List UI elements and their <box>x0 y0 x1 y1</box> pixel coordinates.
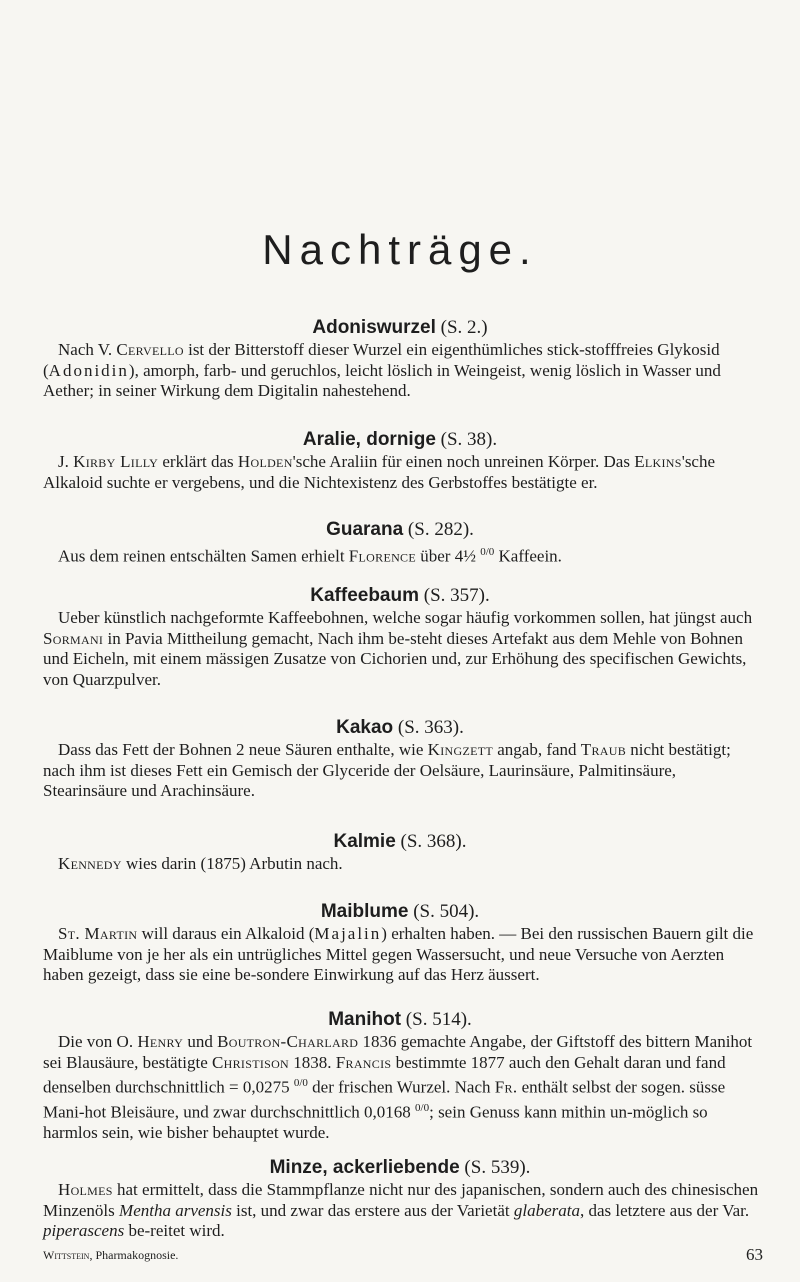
entry-text <box>43 740 763 802</box>
entry-text <box>43 542 763 567</box>
text-run: , das letztere aus der Var. <box>579 1200 750 1220</box>
author-name: Cervello <box>116 340 184 359</box>
spaced-term: Majalin <box>314 924 382 943</box>
author-name: Traub <box>580 740 627 759</box>
page-title: Nachträge. <box>262 226 538 273</box>
entry-heading <box>0 1156 800 1180</box>
author-name: Florence <box>348 546 416 566</box>
percent-sign: 0/0 <box>480 546 495 558</box>
heading-name: Minze, ackerliebende <box>269 1157 460 1178</box>
heading-name: Kaffeebaum <box>310 585 419 606</box>
page-number: 63 <box>746 1245 763 1264</box>
heading-name: Aralie, dornige <box>302 429 436 450</box>
variety-name: glaberata <box>513 1200 580 1220</box>
text-run: be-reitet wird. <box>124 1221 225 1240</box>
text-run: wies darin (1875) Arbutin nach. <box>121 854 343 873</box>
text-run: in Pavia Mittheilung gemacht, Nach ihm be-steht dieses Artefakt aus dem Mehle von Bohnen und Eicheln, mit einem mässigen Zusatze von Cichorien und, zur Erhöhung des specifischen Gewichts, von Quarzpulver. <box>43 628 747 689</box>
variety-name: piperascens <box>43 1221 125 1240</box>
percent-sign: 0/0 <box>293 1077 308 1089</box>
entry-heading <box>0 316 800 340</box>
entry-text <box>43 340 763 402</box>
text-run: nicht bestätigt; nach ihm ist dieses Fett ein Gemisch der Glyceride der Oelsäure, Laurinsäure, Palmitinsäure, Stearinsäure und Arachinsäure. <box>43 740 731 800</box>
author-name: Kirby Lilly <box>73 452 159 471</box>
page-footer <box>43 1245 763 1264</box>
author-name: Fr. <box>494 1077 518 1097</box>
entry-heading <box>0 1008 800 1032</box>
heading-ref: (S. 2.) <box>435 317 488 338</box>
entry-heading <box>0 584 800 608</box>
text-run: ist der Bitterstoff dieser Wurzel ein eigenthümliches stick-stofffreies Glykosid ( <box>43 340 720 380</box>
entry-kaffeebaum <box>0 584 800 690</box>
percent-sign: 0/0 <box>415 1102 430 1115</box>
text-run: 1836 gemachte Angabe, der Giftstoff des bittern Manihot sei Blausäure, bestätigte <box>43 1032 753 1072</box>
heading-ref: (S. 38). <box>435 429 498 450</box>
footer-author: Wittstein <box>43 1248 90 1262</box>
text-run: Ueber künstlich nachgeformte Kaffeebohnen, welche sogar häufig vorkommen sollen, hat jüngst auch <box>58 608 753 627</box>
heading-name: Guarana <box>326 519 404 540</box>
text-run: ) erhalten haben. — Bei den russischen Bauern gilt die Maiblume von je her als ein untrügliches Mittel gegen Wassersucht, und neue Versuche von Aerzten haben gezeigt, dass sie eine be-sondere Einwirkung auf das Herz äussert. <box>43 924 754 984</box>
entry-kakao <box>0 716 800 802</box>
heading-ref: (S. 357). <box>419 585 490 606</box>
entry-heading <box>0 428 800 452</box>
text-run: Dass das Fett der Bohnen 2 neue Säuren enthalte, wie <box>58 740 428 759</box>
text-run: will daraus ein Alkaloid ( <box>137 924 315 943</box>
spaced-term: Adonidin <box>48 360 129 380</box>
text-run: ist, und zwar das erstere aus der Varietät <box>231 1200 514 1220</box>
entry-aralie <box>0 428 800 493</box>
text-run: Kaffeein. <box>494 546 562 566</box>
author-name: St. Martin <box>58 924 138 943</box>
entry-manihot <box>0 1008 800 1144</box>
text-run: Nach V. <box>58 340 117 359</box>
heading-ref: (S. 282). <box>403 519 474 540</box>
heading-name: Maiblume <box>320 901 409 922</box>
author-name: Henry <box>137 1032 184 1051</box>
entry-heading <box>0 518 800 542</box>
text-run: 'sche Araliin für einen noch unreinen Körper. Das <box>292 452 635 471</box>
heading-name: Adoniswurzel <box>312 317 436 338</box>
entry-text <box>43 608 763 690</box>
text-run: Die von O. <box>58 1032 138 1051</box>
heading-ref: (S. 363). <box>393 717 464 738</box>
text-run: angab, fand <box>492 740 581 759</box>
heading-ref: (S. 504). <box>408 901 480 922</box>
heading-name: Manihot <box>328 1009 402 1030</box>
text-run: ; sein Genuss kann mithin un-möglich so harmlos sein, wie bisher behauptet wurde. <box>43 1102 708 1143</box>
author-name: Holden <box>237 452 293 471</box>
text-run: erklärt das <box>158 452 238 471</box>
footer-book: , Pharmakognosie. <box>89 1248 179 1262</box>
heading-ref: (S. 514). <box>401 1009 472 1030</box>
text-run: hat ermittelt, dass die Stammpflanze nicht nur des japanischen, sondern auch des chinesischen Minzenöls <box>43 1180 759 1220</box>
entry-maiblume <box>0 900 800 986</box>
author-name: Boutron-Charlard <box>217 1032 359 1051</box>
entry-heading <box>0 900 800 924</box>
text-run: enthält selbst der sogen. süsse Mani-hot Bleisäure, und zwar durchschnittlich 0,0168 <box>43 1077 726 1122</box>
author-name: Kennedy <box>58 854 122 873</box>
entry-kalmie <box>0 830 800 875</box>
entry-text <box>43 452 763 493</box>
text-run: J. <box>58 452 74 471</box>
heading-ref: (S. 368). <box>395 831 467 852</box>
heading-name: Kakao <box>336 717 394 738</box>
species-name: Mentha arvensis <box>119 1200 232 1220</box>
entry-heading <box>0 830 800 854</box>
entry-minze <box>0 1156 800 1242</box>
text-run: und <box>183 1032 218 1051</box>
entry-guarana <box>0 518 800 567</box>
text-run: 1838. <box>289 1052 336 1072</box>
entry-text <box>43 854 763 875</box>
entry-text <box>43 1180 763 1242</box>
heading-ref: (S. 539). <box>459 1157 531 1178</box>
entry-adoniswurzel <box>0 316 800 402</box>
entry-text <box>43 1032 763 1144</box>
author-name: Sormani <box>43 628 104 648</box>
text-run: der frischen Wurzel. Nach <box>307 1077 495 1097</box>
author-name: Francis <box>335 1052 392 1072</box>
author-name: Kingzett <box>427 740 493 759</box>
author-name: Holmes <box>58 1180 113 1199</box>
text-run: über 4½ <box>415 546 481 566</box>
author-name: Christison <box>212 1052 290 1072</box>
entry-heading <box>0 716 800 740</box>
text-run: 'sche Alkaloid suchte er vergebens, und die Nichtexistenz des Gerbstoffes bestätigte er. <box>43 452 716 492</box>
text-run: bestimmte 1877 auch den Gehalt daran und fand denselben durchschnittlich = 0,0275 <box>43 1052 726 1097</box>
entry-text <box>43 924 763 986</box>
text-run: ), amorph, farb- und geruchlos, leicht löslich in Weingeist, wenig löslich in Wasser und Aether; in seiner Wirkung dem Digitalin nahestehend. <box>43 360 721 400</box>
author-name: Elkins <box>634 452 682 471</box>
heading-name: Kalmie <box>333 831 396 852</box>
text-run: Aus dem reinen entschälten Samen erhielt <box>58 546 349 566</box>
